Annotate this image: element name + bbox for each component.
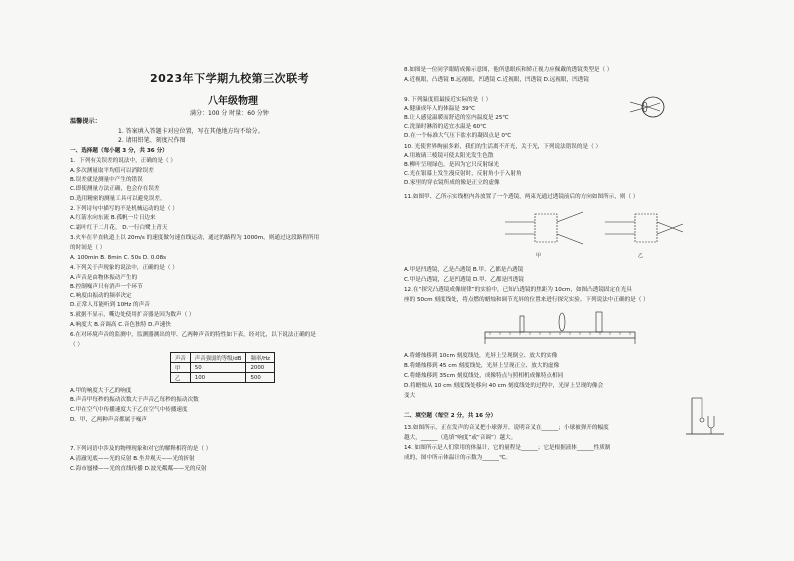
table-header-cell: 声音 [171,353,191,363]
right-text-line: A.用玻璃三棱镜可使太阳光发生色散 [404,153,494,159]
right-text-line: 12.在“探究凸透镜成像规律”的实验中，已知凸透镜的焦距为 10cm，如图凸透镜固定在光具 [404,287,632,293]
left-text-line: C.甲在空气中传播速度大于乙在空气中传播速度 [70,407,188,413]
left-text-line: C.响度由振动的频率决定 [70,293,132,299]
right-text-line: D.在一个标准大气压下盐水的凝固点是 0℃ [404,133,512,139]
left-text-line: C.霜叶红于二月花。 D.一行白鹭上青天 [70,225,168,231]
right-text-line: C.洗澡时淋浴的适宜水温是 60℃ [404,124,487,130]
sound-table [170,352,275,383]
table-cell: 2000 [246,363,274,373]
figure-label-jia: 甲 [536,253,542,259]
left-text-line: 6.在对环境声音的监测中，监测器测出的甲、乙两种声音的特性如下表，经对比，以下说法正确的是 [70,332,316,338]
left-text-line: 5.就据不显示，嘶边处使用扩音器是因为数声（ ） [70,312,195,318]
table-header-cell: 频率/Hz [246,353,274,363]
left-text-line: 一、选择题（每小题 3 分，共 36 分） [70,148,168,154]
right-text-line: 8.如图是一位同学眼睛成像示意图，他所患眼疾和矫正视力应佩戴的透镜类型是（ ） [404,67,613,73]
lens-figure [505,208,705,254]
left-text-line: A. 100min B. 8min C. 50s D. 0.08s [70,255,167,261]
right-text-line: A.近视眼，凸透镜 B.远视眼，凹透镜 C.近视眼，凹透镜 D.远视眼，凹透镜 [404,77,589,83]
eye-diagram [628,92,678,122]
left-text-line: C.海市蜃楼——光的直线传播 D.波光粼粼——光的反射 [70,466,207,472]
left-text-line: A.声音是由物体振动产生的 [70,275,138,281]
right-text-line: 座的 50cm 刻度线处，将点燃的蜡烛和调节光屏的位置来进行探究实验。下列说法中正确的是（ ） [404,297,649,303]
left-text-line: （ ） [70,342,83,348]
left-text-line: 的时间是（ ） [70,245,106,251]
right-text-line: B.将蜡烛移到 45 cm 刻度线处，光屏上呈现正立、放大的虚像 [404,363,560,369]
left-text-line: B.误差就是测量中产生的错误 [70,177,143,183]
right-text-line: A.将蜡烛移到 10cm 刻度线处，光屏上呈现倒立、放大的实像 [404,353,558,359]
left-text-line: D.选用精密的测量工具可以避免误差。 [70,196,166,202]
left-text-line: B.控制噪声只有消声一个环节 [70,284,143,290]
tuning-fork-figure [684,394,728,438]
table-row [171,373,275,383]
right-text-line: 9. 下列温度值最接近实际的是（ ） [404,97,492,103]
right-text-line: C.甲是凸透镜，乙是凹透镜 D.甲、乙都是凹透镜 [404,277,524,283]
right-text-line: 变大 [404,393,416,399]
right-text-line: 成的，图中所示体温计的示数为______℃。 [404,455,511,461]
notice-item-1: 1. 答案填入答题卡对应位置，写在其他地方均不给分。 [118,128,264,135]
left-text-line: A.红箭水向东流 B.孤帆一片日边来 [70,215,156,221]
left-text-line: 7.下列词语中涉及的物理现象和对它的解释相符的是（ ） [70,446,212,452]
right-text-line: B.让人感觉温暖而舒适的室内温度是 25℃ [404,115,509,121]
score-info: 满分：100 分 时量：60 分钟 [190,110,269,117]
notice-label: 温馨提示： [70,118,101,125]
left-text-line: C.即使测量方法正确，也会存在误差 [70,186,160,192]
left-text-line: 3.火车在平直轨道上以 20m/s 的速度做匀速直线运动，通过的路程为 1000m，则通过这段路程所用 [70,235,320,241]
right-text-line: 14. 如图所示是人们常用的体温计，它的量程是______；它是根据液体______性质制 [404,445,611,451]
right-text-line: D.将蜡烛从 10 cm 刻度线处移向 40 cm 刻度线处的过程中，光屏上呈现的像会 [404,383,604,389]
table-header-cell: 声音强弱的等级/dB [190,353,246,363]
right-text-line: 10. 光使世界绚丽多彩，我们的生活离不开光，关于光，下列说法错误的是（ ） [404,144,602,150]
left-text-line: A.清澈见底——光的反射 B.坐井观天——光的折射 [70,456,195,462]
right-text-line: 二、填空题（每空 2 分，共 16 分） [404,413,497,419]
left-text-line: A.响度大 B.音调高 C.音色独特 D.声速快 [70,322,171,328]
left-text-line: A.多次测量取平均值可以消除误差 [70,168,154,174]
right-text-line: C.光在银幕上发生漫反射时，反射角小于入射角 [404,171,522,177]
table-cell: 甲 [171,363,191,373]
figure-label-yi: 乙 [638,253,644,259]
table-cell: 50 [190,363,246,373]
right-text-line: D.家里的穿衣镜所成的像是正立的虚像 [404,180,500,186]
left-text-line: D．甲、乙两种声音都属于噪声 [70,417,148,423]
right-text-line: B.柳叶呈现绿色，是因为它只反射绿光 [404,162,500,168]
optical-bench [480,308,640,348]
right-text-line: 越大，______（选填“响度”或“音调”）越大。 [404,435,517,441]
left-text-line: 4.下列关于声现象的说法中，正确的是（ ） [70,265,178,271]
exam-title: 2023年下学期九校第三次联考 [150,72,310,85]
right-text-line: A.健康成年人的体温是 39℃ [404,106,476,112]
exam-subject: 八年级物理 [208,96,258,107]
left-text-line: 2.下列诗句中描写的不是机械运动的是（ ） [70,206,178,212]
notice-item-2: 2. 请用铅笔、刻度尺作图 [118,137,186,144]
right-text-line: C.将蜡烛移到 35cm 刻度线处，成像特点与照相机成像特点相同 [404,373,564,379]
table-cell: 乙 [171,373,191,383]
left-text-line: 1．下列有关误差的说法中，正确的是（ ） [70,158,177,164]
table-cell: 500 [246,373,274,383]
left-text-line: D.正常人耳能听到 10Hz 的声音 [70,302,150,308]
right-text-line: A.甲是凹透镜，乙是凸透镜 B.甲、乙都是凸透镜 [404,267,524,273]
left-text-line: A.甲的响度大于乙的响度 [70,388,132,394]
left-text-line: B.声音甲每秒的振动次数大于声音乙每秒的振动次数 [70,397,199,403]
right-text-line: 11.如图甲、乙所示实线框内各放置了一个透镜，两束光通过透镜前后的方向如图所示，则（ ） [404,194,639,200]
table-cell: 100 [190,373,246,383]
table-row [171,363,275,373]
right-text-line: 13.如图所示，正在发声的音叉把小球弹开，说明音叉在______；小球被弹开的幅度 [404,425,609,431]
